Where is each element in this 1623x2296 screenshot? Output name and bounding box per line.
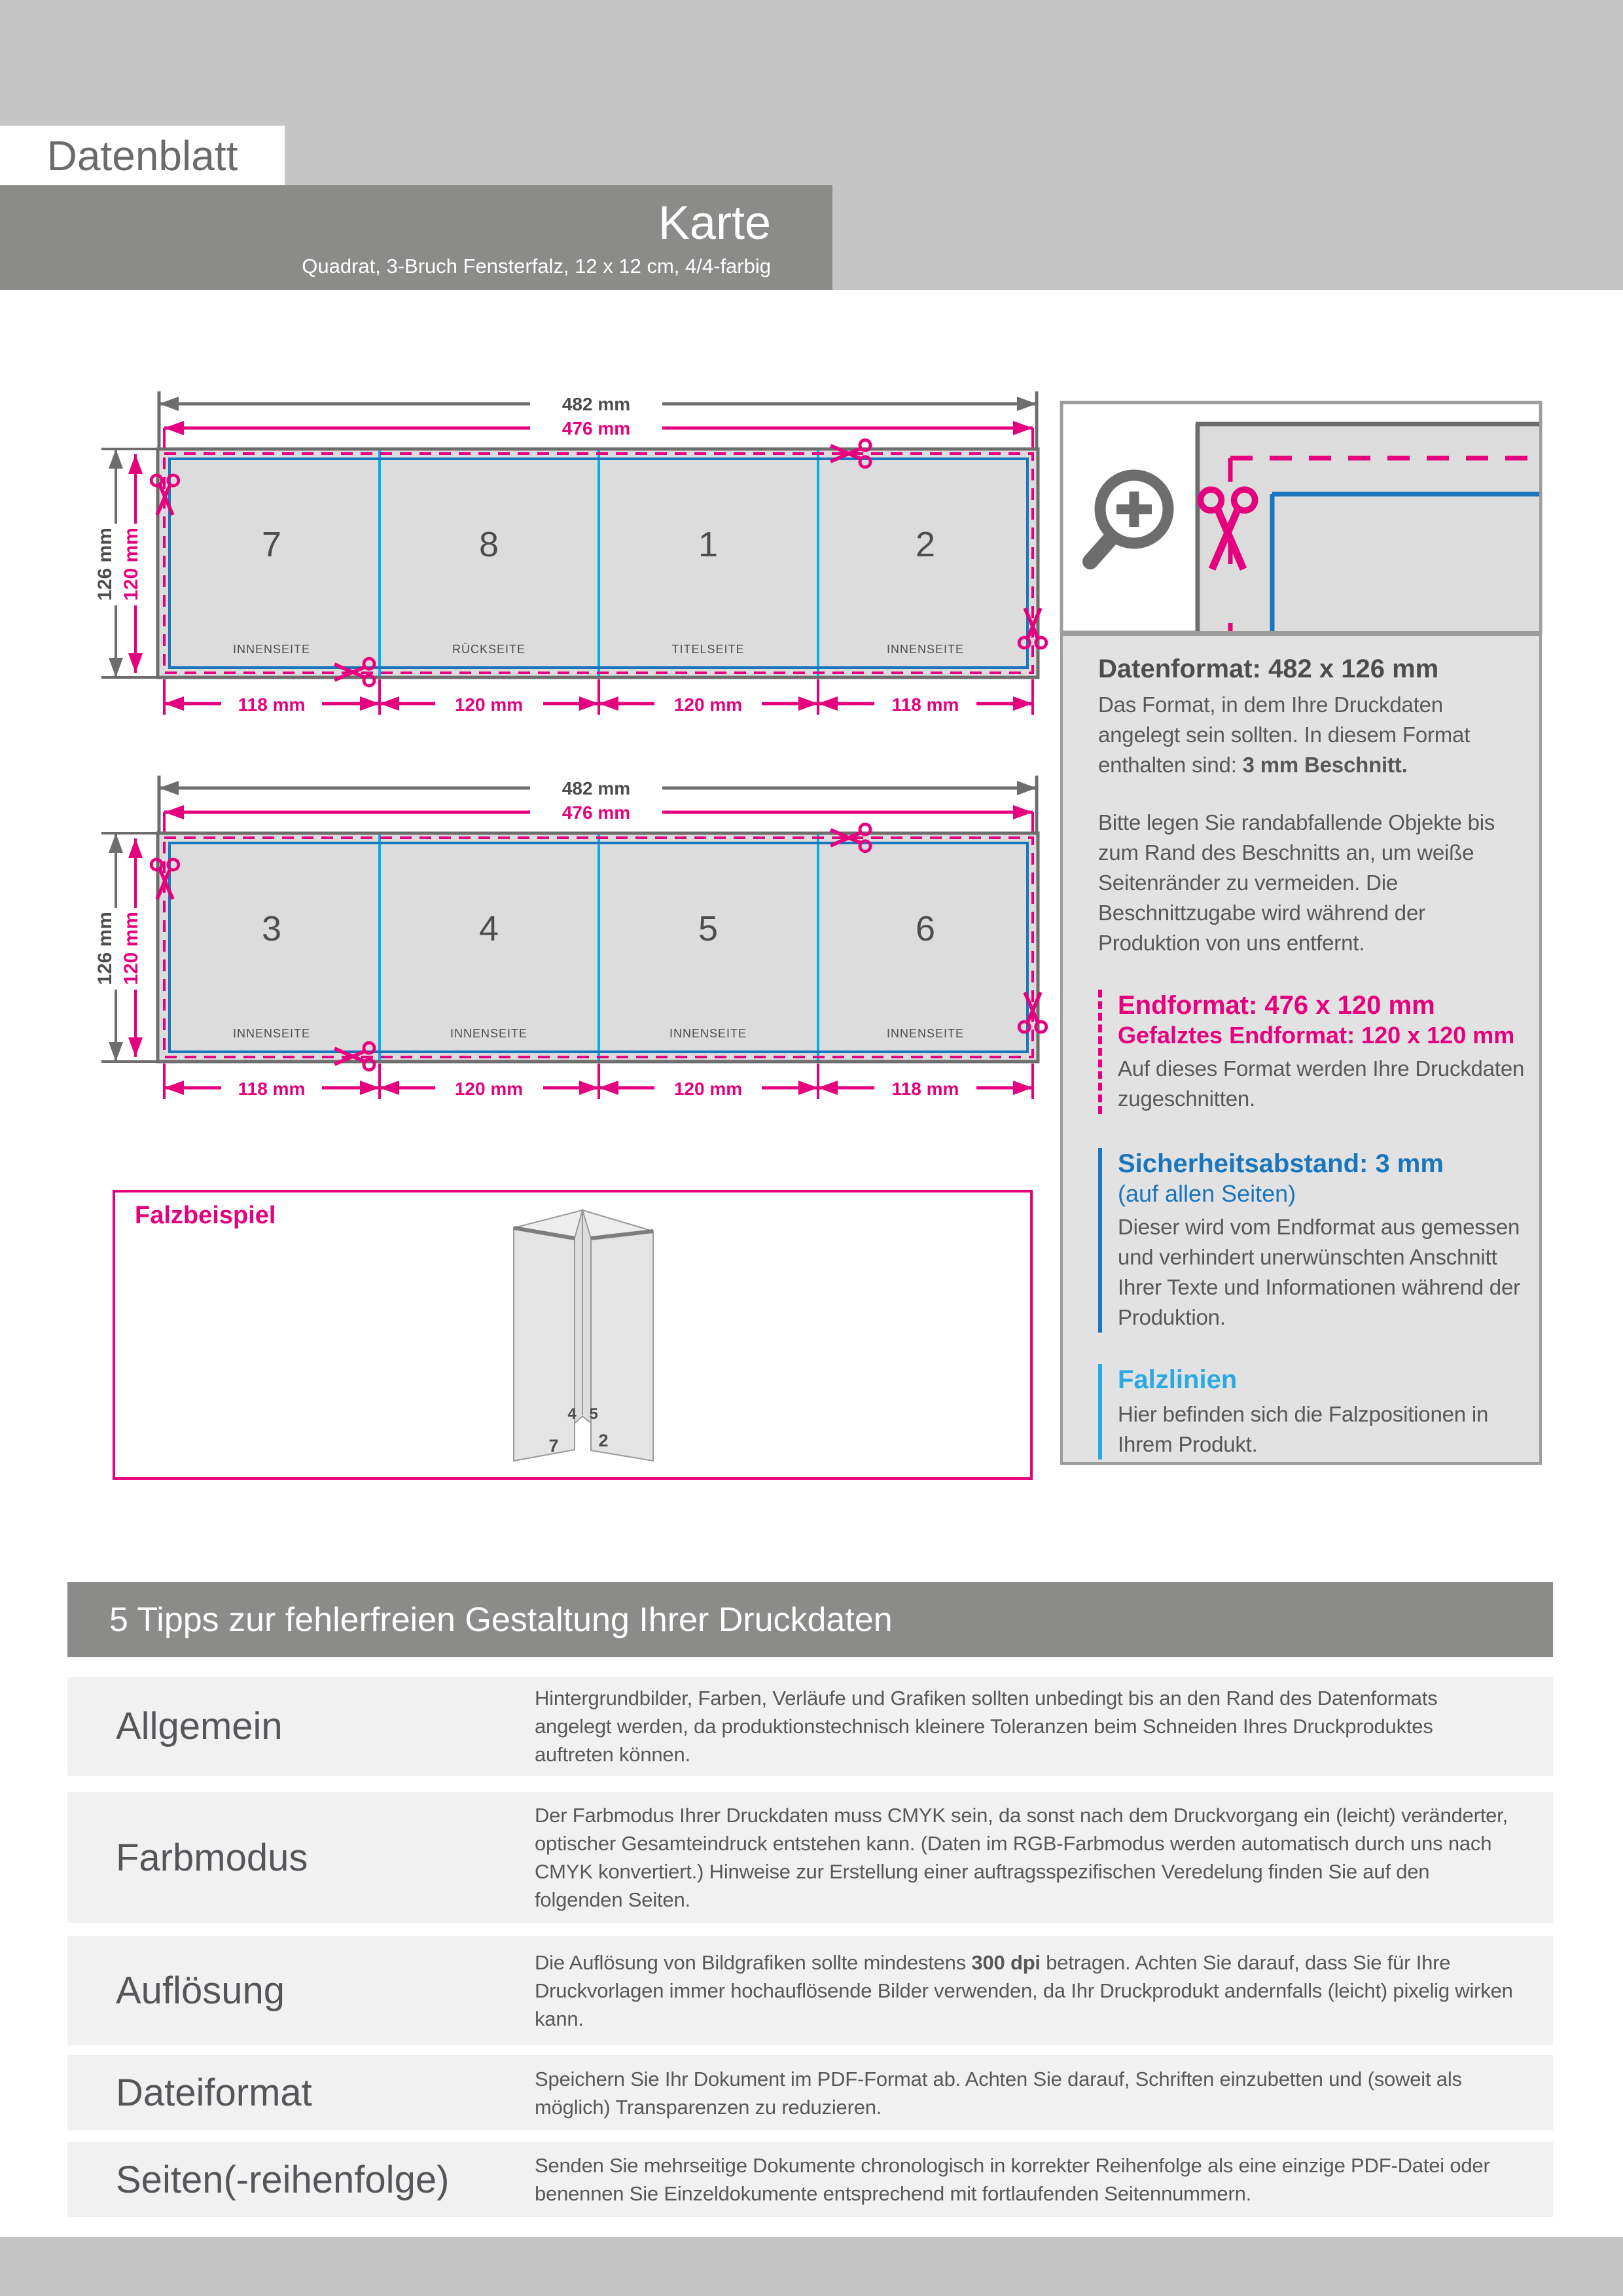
panel-width: 120 mm [673,1079,743,1099]
panel-number: 7 [261,525,282,564]
panel-width: 120 mm [673,694,743,715]
tip-row-farbmodus [67,1792,1553,1923]
panel-label: RÜCKSEITE [452,643,526,656]
endformat-block [1098,990,1527,1114]
fold-panel-left [514,1228,575,1461]
fold-example-label: Falzbeispiel [135,1202,276,1229]
fold-panel-right [591,1231,653,1461]
panel-label: INNENSEITE [450,1027,528,1040]
tip-text: Der Farbmodus Ihrer Druckdaten muss CMYK sein, da sonst nach dem Druckvorgang ein (leicht) veränderter, optischer Gesamteindruck entstehen kann. (Daten im RGB-Farbmodus werden automatisch durch uns nach CMYK konvertiert.) Hinweise zur Erstellung einer auftragsspezifischen Veredelung finden Sie auf den folgenden Seiten. [535,1804,1508,1911]
tip-text [535,1948,1516,2033]
sicherheitsabstand-heading: Sicherheitsabstand: 3 mm [1118,1149,1444,1178]
sicherheitsabstand-block [1098,1148,1527,1333]
panel-label: TITELSEITE [671,643,745,656]
tips-heading: 5 Tipps zur fehlerfreien Gestaltung Ihrer Druckdaten [109,1600,893,1639]
product-subtitle: Quadrat, 3-Bruch Fensterfalz, 12 x 12 cm, 4/4-farbig [302,254,771,278]
beschnitt-text: Bitte legen Sie randabfallende Objekte bis zum Rand des Beschnitts an, um weiße Seitenränder zu vermeiden. Die Beschnittzugabe wird während der Produktion von uns entfernt. [1098,810,1495,955]
tip-label: Auflösung [116,1969,285,2012]
zoom-detail-box [1059,400,1544,637]
panel-number: 3 [261,909,282,948]
tip-row-seitenreihenfolge [67,2142,1553,2217]
sheet-label-box [0,126,285,185]
datenformat-heading: Datenformat: 482 x 126 mm [1098,655,1439,683]
fold-number: 7 [548,1436,559,1456]
panel-number: 4 [478,909,499,948]
panel-number: 1 [698,525,719,564]
falzlinien-text: Hier befinden sich die Falzpositionen in Ihrem Produkt. [1118,1402,1489,1456]
dim-total-width: 482 mm [562,394,631,414]
dim-trim-height: 120 mm [120,912,142,985]
panel-width: 118 mm [238,694,306,715]
panel-label: INNENSEITE [669,1027,747,1040]
tips-header [67,1582,1553,1657]
panel-label: INNENSEITE [232,1027,311,1040]
fold-number: 2 [598,1431,609,1450]
tip-text: Speichern Sie Ihr Dokument im PDF-Format ab. Achten Sie darauf, Schriften einzubetten und (soweit als möglich) Transparenzen zu reduzieren. [535,2067,1462,2119]
panel-number: 5 [698,909,719,948]
panel-width: 118 mm [891,1079,959,1099]
tip-row-aufloesung [67,1936,1553,2045]
tip-label: Allgemein [116,1705,283,1748]
falzlinien-block [1098,1364,1527,1460]
datenformat-text [1098,690,1527,780]
fold-example-diagram [504,1204,661,1466]
product-title: Karte [658,196,771,249]
tip-row-dateiformat [67,2055,1553,2130]
panel-width: 118 mm [891,694,959,715]
panel-label: INNENSEITE [886,643,965,656]
panel-width: 118 mm [238,1079,306,1099]
sicherheitsabstand-text: Dieser wird vom Endformat aus gemessen und verhindert unerwünschten Anschnitt Ihrer Texte und Informationen während der Produktion. [1118,1215,1520,1329]
datenformat-block [1098,653,1527,958]
panel-number: 2 [915,525,936,564]
tip-text: Hintergrundbilder, Farben, Verläufe und Grafiken sollten unbedingt bis an den Rand des Datenformats angelegt werden, da produktionstechnisch kleinere Toleranzen beim Schneiden Ihres Druckproduktes auftreten können. [535,1687,1438,1766]
tip-text-bold: 300 dpi [971,1951,1041,1974]
panel-number: 8 [478,525,499,564]
panel-width: 120 mm [454,1079,524,1099]
tip-label: Farbmodus [116,1836,308,1879]
format-info-panel [1060,634,1542,1465]
dim-trim-height: 120 mm [120,528,142,601]
falzlinien-heading: Falzlinien [1118,1365,1238,1394]
fold-number: 4 [567,1405,577,1423]
panel-width: 120 mm [454,694,524,715]
panel-label: INNENSEITE [886,1027,965,1040]
panel-label: INNENSEITE [232,643,311,656]
bottom-band [0,2237,1623,2296]
datenformat-text-bold: 3 mm Beschnitt. [1242,753,1408,777]
tip-row-allgemein [67,1677,1553,1776]
dim-trim-width: 476 mm [562,802,631,823]
tip-text-before: Die Auflösung von Bildgrafiken sollte mindestens [535,1951,972,1974]
endformat-text: Auf dieses Format werden Ihre Druckdaten zugeschnitten. [1118,1056,1525,1111]
dim-total-height: 126 mm [94,528,116,601]
datenformat-text-intro: Das Format, in dem Ihre Druckdaten angelegt sein sollten. In diesem Format enthalten sind: [1098,692,1471,777]
tip-label: Seiten(-reihenfolge) [116,2158,450,2201]
dim-total-height: 126 mm [94,912,116,985]
panel-number: 6 [915,909,936,948]
dim-trim-width: 476 mm [562,418,631,439]
tip-label: Dateiformat [116,2072,312,2114]
dim-total-width: 482 mm [562,778,631,798]
layout-diagram-front [79,373,1086,740]
endformat-subheading: Gefalztes Endformat: 120 x 120 mm [1118,1022,1515,1049]
sicherheitsabstand-subheading: (auf allen Seiten) [1118,1180,1296,1207]
tip-text-after: betragen. Achten Sie darauf, dass Sie für Ihre Druckvorlagen immer hochauflösende Bilder verwenden, da Ihr Druckprodukt andernfalls (leicht) pixelig wirken kann. [535,1951,1513,2030]
endformat-heading: Endformat: 476 x 120 mm [1118,991,1435,1020]
layout-diagram-back [79,757,1086,1124]
tip-text: Senden Sie mehrseitige Dokumente chronologisch in korrekter Reihenfolge als eine einzige PDF-Datei oder benennen Sie Einzeldokumente entsprechend mit fortlaufenden Seitennummern. [535,2154,1490,2205]
sheet-label: Datenblatt [46,132,238,179]
fold-number: 5 [589,1405,598,1423]
product-title-bar [0,185,832,290]
